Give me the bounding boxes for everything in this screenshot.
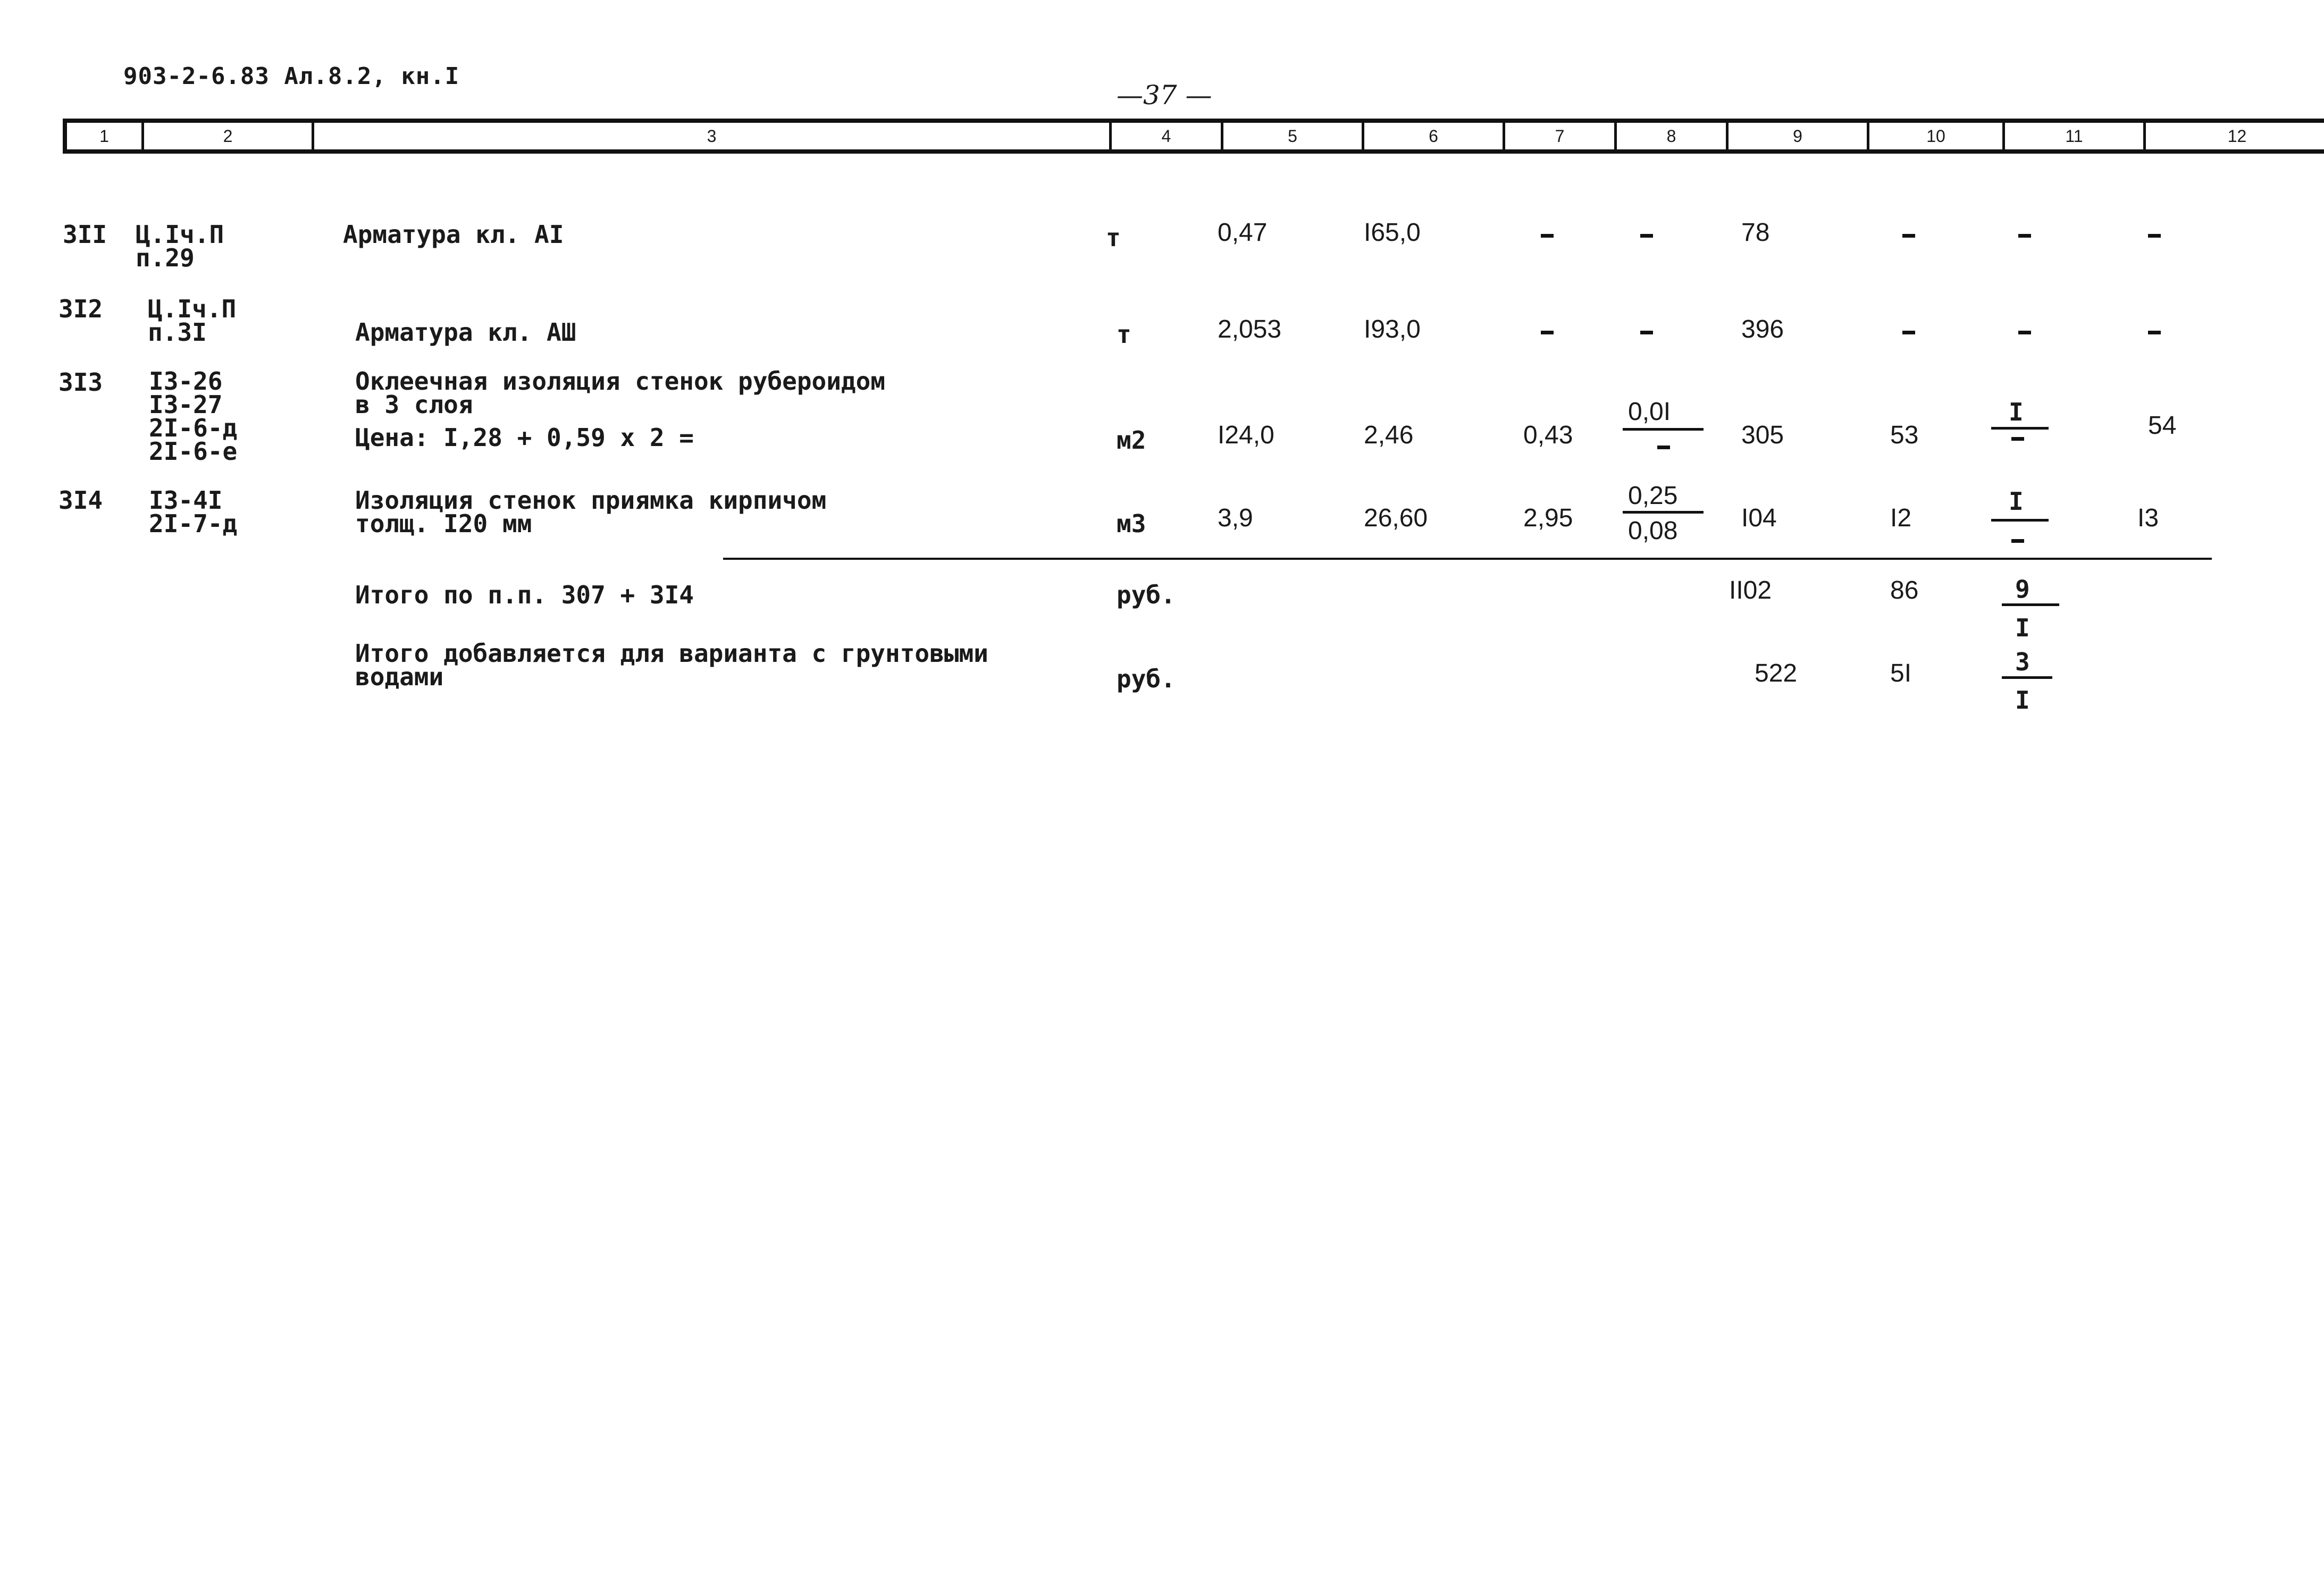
total-cost: I04 <box>1741 504 1777 532</box>
fraction-line <box>1991 519 2049 522</box>
fraction-denominator-dash <box>2011 437 2024 441</box>
fraction-numerator: 9 <box>2015 575 2030 603</box>
fraction-numerator: I <box>2009 487 2024 516</box>
norm-code: 2I-6-д <box>149 414 238 442</box>
empty-dash <box>1640 331 1653 334</box>
unit: руб. <box>1117 581 1176 609</box>
col12-value: 54 <box>2148 411 2177 440</box>
fraction-line <box>1623 428 1704 431</box>
column-header: 7 <box>1503 123 1614 149</box>
fraction-numerator: 3 <box>2015 648 2030 676</box>
column-header: 12 <box>2143 123 2324 149</box>
empty-dash <box>1640 234 1653 238</box>
column-header: 10 <box>1867 123 2002 149</box>
norm-code: п.3I <box>148 318 207 347</box>
total-cost: 305 <box>1741 421 1784 449</box>
norm-code: п.29 <box>136 243 195 272</box>
unit: м2 <box>1117 426 1146 455</box>
column-header: 9 <box>1726 123 1867 149</box>
col10-value: 86 <box>1890 576 1919 604</box>
col7-value: 2,95 <box>1523 504 1573 532</box>
norm-code: Ц.Iч.П <box>136 220 224 249</box>
norm-code: 2I-6-е <box>149 437 238 466</box>
row-number: 3I4 <box>58 486 103 515</box>
item-description: Изоляция стенок приямка кирпичом <box>355 486 827 515</box>
column-header: 3 <box>312 123 1109 149</box>
unit-price: 26,60 <box>1364 504 1428 532</box>
col10-value: I2 <box>1890 504 1912 532</box>
empty-dash <box>2018 234 2031 238</box>
column-header: 5 <box>1221 123 1362 149</box>
fraction-line <box>2002 676 2052 679</box>
fraction-numerator: I <box>2009 398 2024 426</box>
quantity: 0,47 <box>1218 219 1268 247</box>
total-description: водами <box>355 662 444 691</box>
fraction-line <box>1991 427 2049 430</box>
total-cost: 78 <box>1741 219 1770 247</box>
col10-value: 5I <box>1890 659 1912 687</box>
price-formula: Цена: I,28 + 0,59 х 2 = <box>355 423 694 452</box>
total-cost: 396 <box>1741 315 1784 343</box>
totals-divider <box>723 558 2212 560</box>
empty-dash <box>1902 331 1915 334</box>
empty-dash <box>1541 234 1554 238</box>
norm-code: I3-4I <box>149 486 223 515</box>
item-description: толщ. I20 мм <box>355 509 532 538</box>
unit: т <box>1117 320 1131 349</box>
empty-dash <box>2018 331 2031 334</box>
norm-code: I3-27 <box>149 390 223 419</box>
quantity: I24,0 <box>1218 421 1274 449</box>
fraction-line <box>2002 603 2059 606</box>
total-cost: 522 <box>1755 659 1798 687</box>
item-description: в 3 слоя <box>355 390 473 419</box>
row-number: 3II <box>63 220 107 249</box>
total-description: Итого добавляется для варианта с грунтовыми <box>355 639 988 668</box>
col10-value: 53 <box>1890 421 1919 449</box>
norm-code: Ц.Iч.П <box>148 295 237 323</box>
norm-code: I3-26 <box>149 367 223 396</box>
page-number: —37 — <box>1117 80 1212 111</box>
fraction-numerator: 0,0I <box>1628 398 1671 426</box>
quantity: 3,9 <box>1218 504 1253 532</box>
empty-dash <box>1541 331 1554 334</box>
unit-price: I93,0 <box>1364 315 1421 343</box>
unit-price: I65,0 <box>1364 219 1421 247</box>
unit: руб. <box>1117 665 1176 693</box>
column-header-row <box>63 119 2324 154</box>
empty-dash <box>2148 234 2161 238</box>
column-header: 6 <box>1362 123 1503 149</box>
fraction-numerator: 0,25 <box>1628 482 1678 510</box>
fraction-denominator-dash <box>1657 446 1670 449</box>
total-description: Итого по п.п. 307 + 3I4 <box>355 581 694 609</box>
quantity: 2,053 <box>1218 315 1282 343</box>
column-header: 11 <box>2002 123 2143 149</box>
item-description: Оклеечная изоляция стенок рубероидом <box>355 367 885 396</box>
column-header: 4 <box>1109 123 1221 149</box>
norm-code: 2I-7-д <box>149 509 238 538</box>
column-header: 1 <box>99 126 109 146</box>
col7-value: 0,43 <box>1523 421 1573 449</box>
item-description: Арматура кл. АШ <box>355 318 576 347</box>
fraction-line <box>1623 511 1704 514</box>
row-number: 3I3 <box>58 368 103 397</box>
column-header: 2 <box>141 123 312 149</box>
document-code: 903-2-6.83 Ал.8.2, кн.I <box>123 63 460 90</box>
col12-value: I3 <box>2137 504 2159 532</box>
unit-price: 2,46 <box>1364 421 1414 449</box>
empty-dash <box>1902 234 1915 238</box>
fraction-denominator: I <box>2015 686 2030 715</box>
item-description: Арматура кл. АI <box>343 220 564 249</box>
fraction-denominator: 0,08 <box>1628 517 1678 545</box>
empty-dash <box>2148 331 2161 334</box>
column-header: 8 <box>1614 123 1726 149</box>
fraction-denominator-dash <box>2011 539 2024 543</box>
unit: т <box>1106 223 1121 252</box>
fraction-denominator: I <box>2015 614 2030 642</box>
row-number: 3I2 <box>58 295 103 323</box>
total-cost: II02 <box>1729 576 1772 604</box>
unit: м3 <box>1117 509 1146 538</box>
